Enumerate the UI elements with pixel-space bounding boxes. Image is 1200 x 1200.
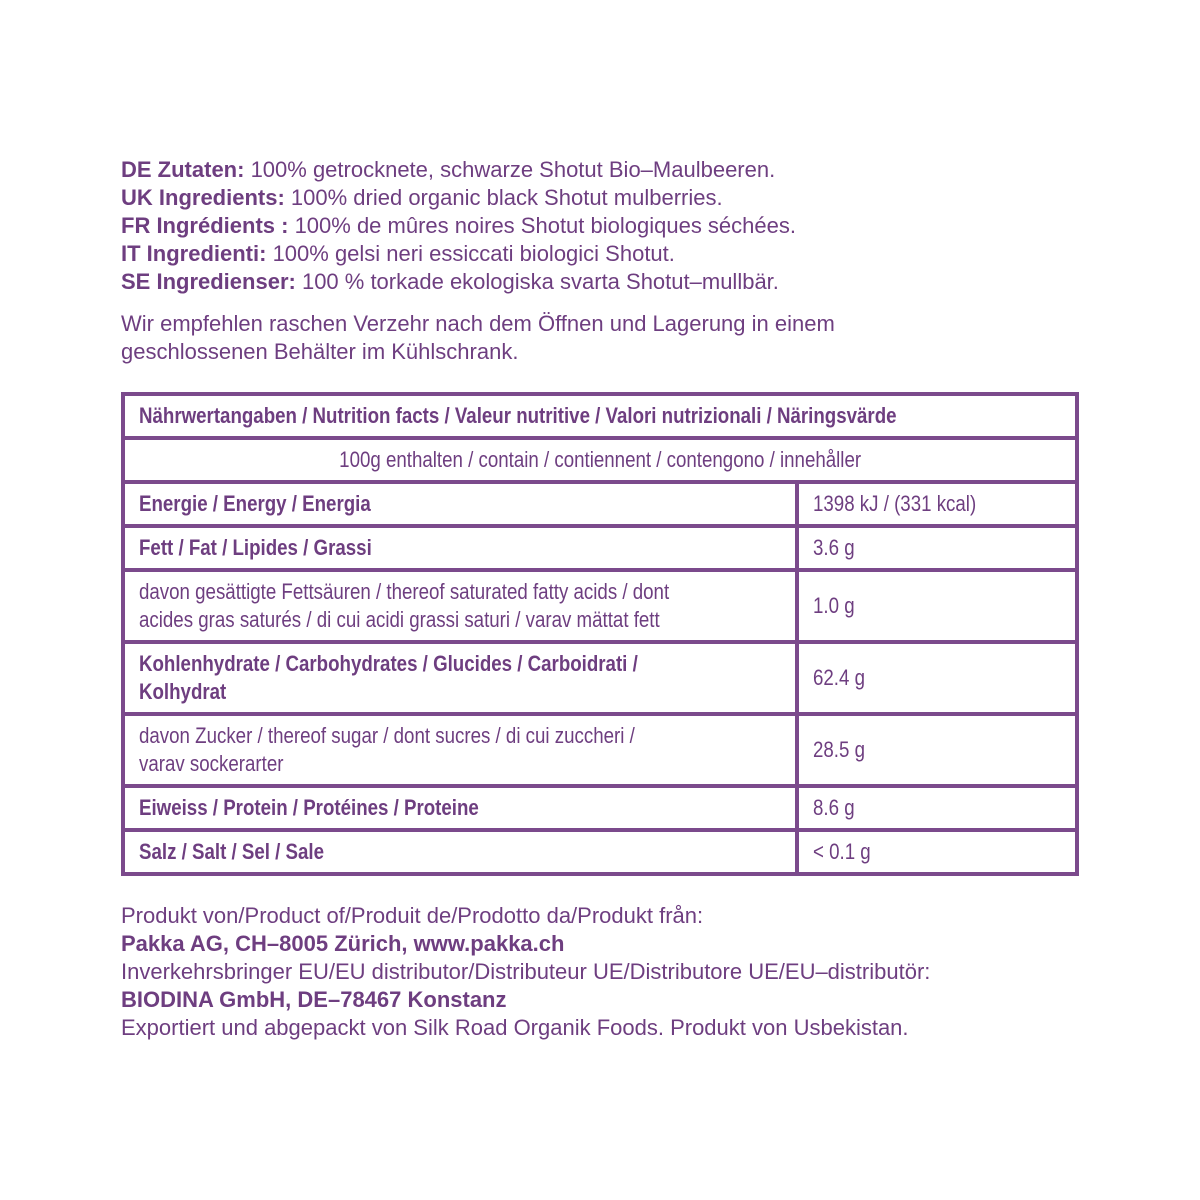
nutrition-table-title-text: Nährwertangaben / Nutrition facts / Valeur nutritive / Valori nutrizionali / Näringsvärde bbox=[139, 403, 897, 428]
product-label bbox=[121, 156, 1079, 1042]
ingredient-line-it bbox=[121, 240, 1079, 268]
nutrition-label-carbohydrates-text: Kohlenhydrate / Carbohydrates / Glucides / Carboidrati / Kolhydrat bbox=[139, 651, 638, 704]
nutrition-label-saturated-fat bbox=[125, 572, 795, 640]
nutrition-label-salt bbox=[125, 832, 795, 872]
nutrition-label-fat bbox=[125, 528, 795, 568]
nutrition-row-fat bbox=[125, 528, 1075, 572]
nutrition-row-protein bbox=[125, 788, 1075, 832]
nutrition-table-title bbox=[125, 396, 1075, 440]
ingredients-block bbox=[121, 156, 1079, 296]
nutrition-table bbox=[121, 392, 1079, 876]
nutrition-value-energy bbox=[795, 484, 1075, 524]
ingredient-text-se: 100 % torkade ekologiska svarta Shotut–mullbär. bbox=[295, 269, 779, 294]
nutrition-value-saturated-fat bbox=[795, 572, 1075, 640]
nutrition-row-energy bbox=[125, 484, 1075, 528]
ingredient-prefix-uk: UK Ingredients: bbox=[121, 185, 285, 210]
nutrition-row-sugar bbox=[125, 716, 1075, 788]
storage-note-line-2: geschlossenen Behälter im Kühlschrank. bbox=[121, 339, 519, 364]
nutrition-value-protein-text: 8.6 g bbox=[813, 795, 855, 820]
ingredient-prefix-se: SE Ingredienser: bbox=[121, 269, 296, 294]
storage-note bbox=[121, 310, 1079, 366]
ingredient-prefix-de: DE Zutaten: bbox=[121, 157, 245, 182]
nutrition-label-carbohydrates bbox=[125, 644, 795, 712]
nutrition-value-carbohydrates-text: 62.4 g bbox=[813, 665, 865, 690]
producer-line-pakka: Pakka AG, CH–8005 Zürich, www.pakka.ch bbox=[121, 931, 565, 956]
nutrition-label-salt-text: Salz / Salt / Sel / Sale bbox=[139, 839, 325, 864]
nutrition-value-sugar bbox=[795, 716, 1075, 784]
nutrition-row-salt bbox=[125, 832, 1075, 872]
nutrition-value-fat-text: 3.6 g bbox=[813, 535, 855, 560]
nutrition-table-subtitle-text: 100g enthalten / contain / contiennent / contengono / innehåller bbox=[338, 447, 861, 472]
nutrition-label-energy bbox=[125, 484, 795, 524]
ingredient-line-fr bbox=[121, 212, 1079, 240]
nutrition-label-protein bbox=[125, 788, 795, 828]
nutrition-value-protein bbox=[795, 788, 1075, 828]
nutrition-value-fat bbox=[795, 528, 1075, 568]
ingredient-text-it: 100% gelsi neri essiccati biologici Shotut. bbox=[266, 241, 675, 266]
nutrition-table-subtitle bbox=[125, 440, 1075, 484]
producer-line-distributor: Inverkehrsbringer EU/EU distributor/Distributeur UE/Distributore UE/EU–distributör: bbox=[121, 959, 931, 984]
nutrition-value-salt-text: < 0.1 g bbox=[813, 839, 871, 864]
nutrition-value-carbohydrates bbox=[795, 644, 1075, 712]
nutrition-label-sugar bbox=[125, 716, 795, 784]
ingredient-text-de: 100% getrocknete, schwarze Shotut Bio–Maulbeeren. bbox=[244, 157, 776, 182]
producer-block bbox=[121, 902, 1079, 1042]
producer-line-export: Exportiert und abgepackt von Silk Road Organik Foods. Produkt von Usbekistan. bbox=[121, 1015, 909, 1040]
nutrition-value-salt bbox=[795, 832, 1075, 872]
nutrition-label-sugar-text: davon Zucker / thereof sugar / dont sucres / di cui zuccheri / varav sockerarter bbox=[139, 723, 635, 776]
nutrition-label-energy-text: Energie / Energy / Energia bbox=[139, 491, 371, 516]
nutrition-value-energy-text: 1398 kJ / (331 kcal) bbox=[813, 491, 977, 516]
nutrition-label-fat-text: Fett / Fat / Lipides / Grassi bbox=[139, 535, 372, 560]
storage-note-line-1: Wir empfehlen raschen Verzehr nach dem Öffnen und Lagerung in einem bbox=[121, 311, 835, 336]
nutrition-label-protein-text: Eiweiss / Protein / Protéines / Proteine bbox=[139, 795, 479, 820]
ingredient-text-fr: 100% de mûres noires Shotut biologiques séchées. bbox=[288, 213, 796, 238]
ingredient-prefix-fr: FR Ingrédients : bbox=[121, 213, 289, 238]
producer-line-product-of: Produkt von/Product of/Produit de/Prodotto da/Produkt från: bbox=[121, 903, 704, 928]
nutrition-label-saturated-fat-text: davon gesättigte Fettsäuren / thereof saturated fatty acids / dont acides gras saturés / di cui acidi grassi saturi / varav mättat fett bbox=[139, 579, 670, 632]
ingredient-line-se bbox=[121, 268, 1079, 296]
nutrition-value-sugar-text: 28.5 g bbox=[813, 737, 865, 762]
ingredient-prefix-it: IT Ingredienti: bbox=[121, 241, 267, 266]
nutrition-row-saturated-fat bbox=[125, 572, 1075, 644]
ingredient-line-uk bbox=[121, 184, 1079, 212]
producer-line-biodina: BIODINA GmbH, DE–78467 Konstanz bbox=[121, 987, 507, 1012]
ingredient-text-uk: 100% dried organic black Shotut mulberries. bbox=[284, 185, 723, 210]
ingredient-line-de bbox=[121, 156, 1079, 184]
nutrition-value-saturated-fat-text: 1.0 g bbox=[813, 593, 855, 618]
nutrition-row-carbohydrates bbox=[125, 644, 1075, 716]
